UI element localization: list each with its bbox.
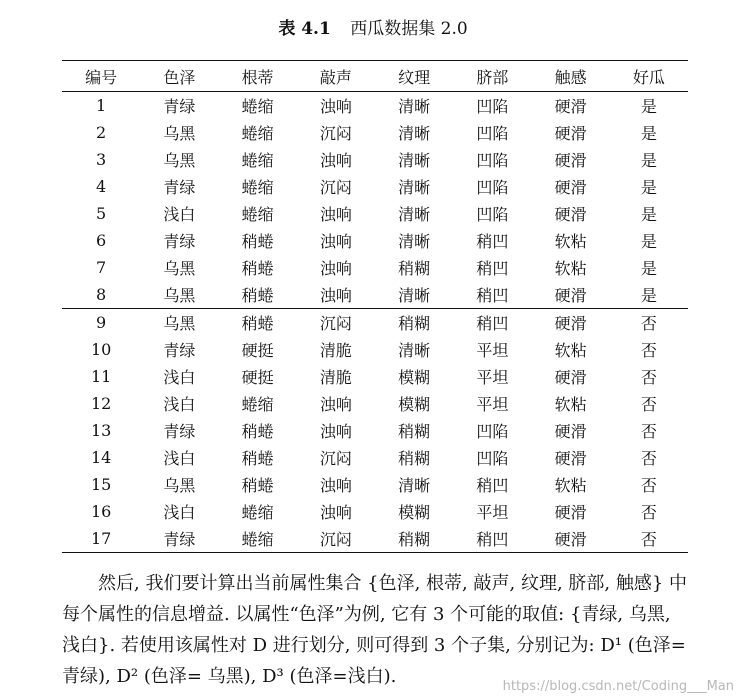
table-cell: 平坦 xyxy=(476,503,509,522)
table-cell: 是 xyxy=(640,151,657,170)
table-cell: 硬滑 xyxy=(554,449,587,468)
table-cell: 浊响 xyxy=(319,232,352,251)
table-cell: 14 xyxy=(90,448,112,467)
column-header: 色泽 xyxy=(163,67,196,87)
table-cell: 清晰 xyxy=(398,476,431,495)
table-cell: 浊响 xyxy=(319,259,352,278)
table-cell: 青绿 xyxy=(163,422,196,441)
table-cell: 否 xyxy=(640,530,657,549)
table-cell: 9 xyxy=(62,309,140,337)
table-row xyxy=(62,119,688,146)
table-number: 表 4.1 xyxy=(278,19,331,39)
table-cell: 否 xyxy=(640,476,657,495)
table-cell: 清脆 xyxy=(319,368,352,387)
table-cell: 硬挺 xyxy=(241,341,274,360)
table-cell: 否 xyxy=(610,309,688,337)
table-cell: 3 xyxy=(96,150,107,169)
table-cell: 青绿 xyxy=(163,341,196,360)
table-row xyxy=(62,92,688,120)
table-cell: 稍糊 xyxy=(398,449,431,468)
table-cell: 乌黑 xyxy=(163,259,196,278)
table-cell: 清晰 xyxy=(398,232,431,251)
body-text xyxy=(62,568,692,692)
table-cell: 浊响 xyxy=(319,205,352,224)
table-cell: 模糊 xyxy=(398,395,431,414)
table-cell: 浅白 xyxy=(163,449,196,468)
table-cell: 沉闷 xyxy=(319,530,352,549)
table-row xyxy=(62,146,688,173)
table-cell: 青绿 xyxy=(163,530,196,549)
table-cell: 凹陷 xyxy=(476,151,509,170)
table-cell: 稍凹 xyxy=(476,259,509,278)
watermark: https://blog.csdn.net/Coding___Man xyxy=(502,679,734,694)
table-cell: 是 xyxy=(640,286,657,305)
table-cell: 青绿 xyxy=(163,178,196,197)
column-header: 纹理 xyxy=(398,67,431,87)
table-cell: 模糊 xyxy=(398,503,431,522)
table-cell: 蜷缩 xyxy=(241,178,274,197)
table-cell: 硬滑 xyxy=(554,503,587,522)
table-cell: 浊响 xyxy=(319,395,352,414)
table-cell: 5 xyxy=(96,204,107,223)
table-cell: 是 xyxy=(640,178,657,197)
table-cell: 硬挺 xyxy=(241,368,274,387)
table-cell: 硬滑 xyxy=(554,151,587,170)
table-cell: 清晰 xyxy=(398,286,431,305)
table-cell: 是 xyxy=(640,232,657,251)
table-cell: 1 xyxy=(96,96,107,115)
table-row xyxy=(62,309,688,337)
table-cell: 稍蜷 xyxy=(219,309,297,337)
table-row xyxy=(62,363,688,390)
table-row xyxy=(62,254,688,281)
table-body xyxy=(62,92,688,553)
table-cell: 清晰 xyxy=(398,124,431,143)
table-cell: 7 xyxy=(96,258,107,277)
table-cell: 稍糊 xyxy=(398,422,431,441)
table-row xyxy=(62,227,688,254)
column-header: 敲声 xyxy=(319,67,352,87)
table-cell: 是 xyxy=(640,259,657,278)
table-cell: 软粘 xyxy=(554,341,587,360)
table-cell: 软粘 xyxy=(554,232,587,251)
table-cell: 稍糊 xyxy=(398,530,431,549)
table-cell: 硬滑 xyxy=(554,530,587,549)
table-cell: 乌黑 xyxy=(163,286,196,305)
table-cell: 浅白 xyxy=(163,503,196,522)
table-cell: 否 xyxy=(640,422,657,441)
table-cell: 稍糊 xyxy=(375,309,453,337)
table-cell: 稍凹 xyxy=(476,476,509,495)
table-cell: 软粘 xyxy=(554,259,587,278)
table-cell: 模糊 xyxy=(398,368,431,387)
table-cell: 蜷缩 xyxy=(241,124,274,143)
table-cell: 清晰 xyxy=(398,97,431,116)
table-cell: 否 xyxy=(640,449,657,468)
table-cell: 浊响 xyxy=(319,151,352,170)
table-cell: 稍蜷 xyxy=(241,232,274,251)
table-cell: 浅白 xyxy=(163,205,196,224)
table-caption xyxy=(0,14,746,39)
table-row xyxy=(62,498,688,525)
table-cell: 稍蜷 xyxy=(241,422,274,441)
body-paragraph: 然后, 我们要计算出当前属性集合 {色泽, 根蒂, 敲声, 纹理, 脐部, 触感} 中每个属性的信息增益. 以属性“色泽”为例, 它有 3 个可能的取值: {青绿, 乌黑, 浅白}. 若使用该属性对 D 进行划分, 则可得到 3 个子集, 分别记为: D¹ (色泽=青绿), D² (色泽= 乌黑), D³ (色泽=浅白). xyxy=(62,573,688,687)
table-cell: 6 xyxy=(96,231,107,250)
column-header: 编号 xyxy=(85,67,118,87)
table-cell: 青绿 xyxy=(163,232,196,251)
table-cell: 凹陷 xyxy=(476,449,509,468)
table-row xyxy=(62,471,688,498)
table-cell: 13 xyxy=(90,421,112,440)
table-cell: 否 xyxy=(640,503,657,522)
table-cell: 沉闷 xyxy=(319,449,352,468)
table-cell: 清晰 xyxy=(398,341,431,360)
table-cell: 17 xyxy=(90,529,112,548)
table-cell: 软粘 xyxy=(554,476,587,495)
column-header: 根蒂 xyxy=(241,67,274,87)
table-cell: 浅白 xyxy=(163,368,196,387)
table-cell: 浊响 xyxy=(319,503,352,522)
table-cell: 稍凹 xyxy=(476,232,509,251)
table-cell: 稍蜷 xyxy=(241,259,274,278)
table-cell: 是 xyxy=(640,205,657,224)
table-cell: 蜷缩 xyxy=(241,151,274,170)
table-cell: 浅白 xyxy=(163,395,196,414)
table-cell: 乌黑 xyxy=(163,151,196,170)
table-cell: 蜷缩 xyxy=(241,205,274,224)
table-cell: 硬滑 xyxy=(554,422,587,441)
table-row xyxy=(62,173,688,200)
table-cell: 凹陷 xyxy=(476,97,509,116)
table-cell: 硬滑 xyxy=(554,368,587,387)
table-cell: 15 xyxy=(90,475,112,494)
table-cell: 凹陷 xyxy=(476,205,509,224)
table-cell: 稍凹 xyxy=(453,309,531,337)
table-cell: 凹陷 xyxy=(476,124,509,143)
table-cell: 浊响 xyxy=(319,97,352,116)
table-cell: 稍蜷 xyxy=(241,286,274,305)
table-cell: 平坦 xyxy=(476,395,509,414)
table-cell: 稍糊 xyxy=(398,259,431,278)
table-cell: 否 xyxy=(640,368,657,387)
table-cell: 沉闷 xyxy=(319,124,352,143)
table-cell: 清晰 xyxy=(398,205,431,224)
table-cell: 浊响 xyxy=(319,422,352,441)
table-cell: 稍凹 xyxy=(476,286,509,305)
table-cell: 清晰 xyxy=(398,151,431,170)
table-cell: 清晰 xyxy=(398,178,431,197)
table-cell: 11 xyxy=(90,367,112,386)
table-cell: 浊响 xyxy=(319,286,352,305)
table-cell: 10 xyxy=(90,340,112,359)
table-cell: 乌黑 xyxy=(163,476,196,495)
table-row xyxy=(62,281,688,309)
table-cell: 硬滑 xyxy=(554,124,587,143)
table-header-row xyxy=(62,61,688,92)
table-cell: 软粘 xyxy=(554,395,587,414)
table-cell: 清脆 xyxy=(319,341,352,360)
table-cell: 凹陷 xyxy=(476,178,509,197)
table-cell: 4 xyxy=(96,177,107,196)
table-cell: 稍蜷 xyxy=(241,476,274,495)
table-row xyxy=(62,444,688,471)
table-cell: 硬滑 xyxy=(532,309,610,337)
column-header: 脐部 xyxy=(476,67,509,87)
table-row xyxy=(62,336,688,363)
table-cell: 是 xyxy=(640,97,657,116)
table-cell: 平坦 xyxy=(476,341,509,360)
table-cell: 2 xyxy=(96,123,107,142)
table-cell: 硬滑 xyxy=(554,97,587,116)
table-row xyxy=(62,390,688,417)
table-cell: 稍蜷 xyxy=(241,449,274,468)
table-cell: 蜷缩 xyxy=(241,530,274,549)
table-cell: 蜷缩 xyxy=(241,97,274,116)
table-cell: 蜷缩 xyxy=(241,395,274,414)
table-cell: 平坦 xyxy=(476,368,509,387)
watermelon-dataset-table xyxy=(62,60,688,553)
column-header: 好瓜 xyxy=(632,67,665,87)
table-cell: 浊响 xyxy=(319,476,352,495)
table-row xyxy=(62,525,688,553)
table-cell: 沉闷 xyxy=(297,309,375,337)
table-cell: 青绿 xyxy=(163,97,196,116)
table-cell: 乌黑 xyxy=(163,124,196,143)
table-cell: 是 xyxy=(640,124,657,143)
table-cell: 12 xyxy=(90,394,112,413)
table-cell: 否 xyxy=(640,395,657,414)
table-row xyxy=(62,417,688,444)
table-cell: 硬滑 xyxy=(554,205,587,224)
table-cell: 凹陷 xyxy=(476,422,509,441)
table-cell: 乌黑 xyxy=(140,309,218,337)
table-cell: 8 xyxy=(96,285,107,304)
table-cell: 否 xyxy=(640,341,657,360)
table-cell: 沉闷 xyxy=(319,178,352,197)
table-cell: 硬滑 xyxy=(554,178,587,197)
table-cell: 稍凹 xyxy=(476,530,509,549)
table-cell: 蜷缩 xyxy=(241,503,274,522)
table-row xyxy=(62,200,688,227)
column-header: 触感 xyxy=(554,67,587,87)
table-title: 西瓜数据集 2.0 xyxy=(350,19,468,39)
table-cell: 硬滑 xyxy=(554,286,587,305)
table-cell: 16 xyxy=(90,502,112,521)
